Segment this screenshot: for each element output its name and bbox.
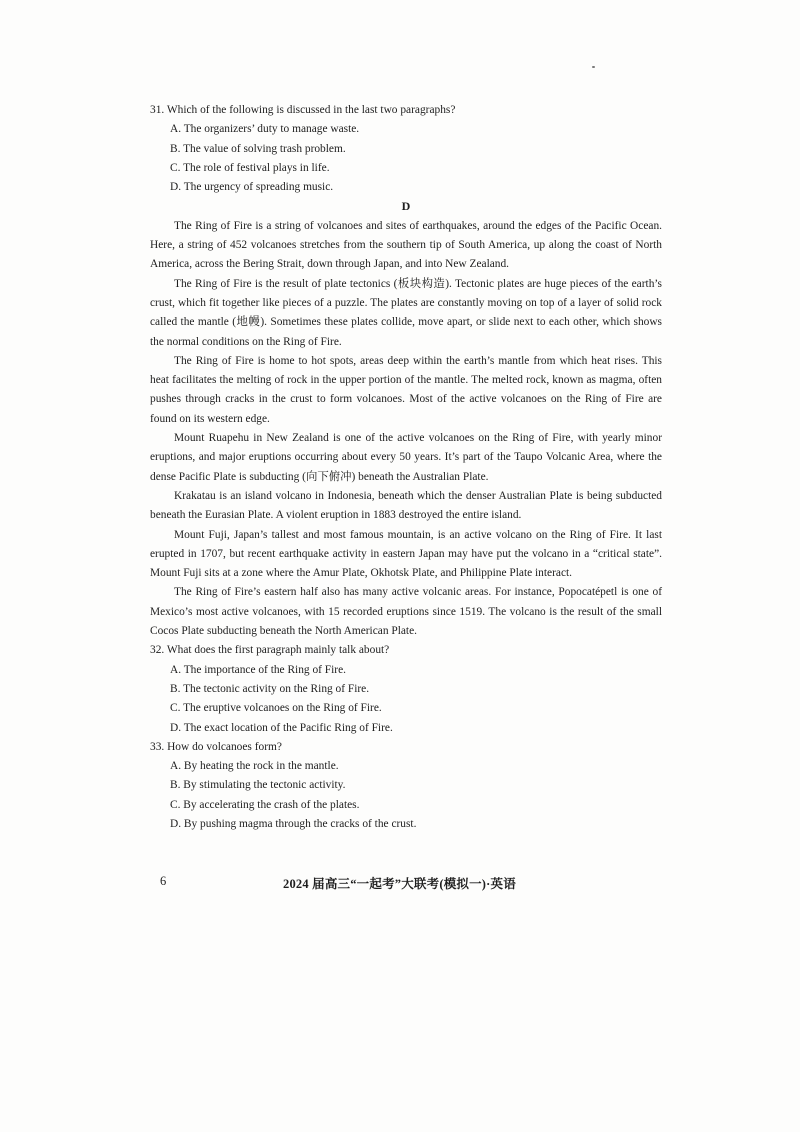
question-32-options: [150, 661, 662, 738]
question-33-option-c: C. By accelerating the crash of the plates.: [170, 798, 360, 811]
question-32-option-b: B. The tectonic activity on the Ring of Fire.: [170, 682, 370, 695]
page-footer: [150, 874, 662, 896]
question-32: [150, 641, 662, 737]
question-31: [150, 101, 662, 197]
question-31-stem: 31. Which of the following is discussed in the last two paragraphs?: [150, 104, 456, 116]
question-32-stem: 32. What does the first paragraph mainly talk about?: [150, 644, 390, 657]
question-31-option-a: A. The organizers’ duty to manage waste.: [170, 123, 360, 136]
passage-paragraph-1: The Ring of Fire is a string of volcanoes and sites of earthquakes, around the edges of the Pacific Ocean. Here, a string of 452 volcanoes stretches from the southern tip of South America, up along the coast of North America, across the Bering Strait, down through Japan, and into New Zealand.: [150, 219, 662, 271]
passage-paragraph-3: The Ring of Fire is home to hot spots, areas deep within the earth’s mantle from which heat rises. This heat facilitates the melting of rock in the upper portion of the mantle. The melted rock, known as magma, often pushes through cracks in the crust to form volcanoes. Most of the active volcanoes on the Ring of Fire are found on its western edge.: [150, 354, 662, 425]
passage-paragraph-6: Mount Fuji, Japan’s tallest and most famous mountain, is an active volcano on the Ring of Fire. It last erupted in 1707, but recent earthquake activity in eastern Japan may have put the volcano in a “critical state”. Mount Fuji sits at a zone where the Amur Plate, Okhotsk Plate, and Philippine Plate interact.: [150, 528, 662, 580]
question-33: [150, 738, 662, 834]
question-32-option-a: A. The importance of the Ring of Fire.: [170, 663, 346, 676]
question-31-option-b: B. The value of solving trash problem.: [170, 142, 346, 155]
question-33-option-d: D. By pushing magma through the cracks of the crust.: [170, 817, 417, 830]
question-33-options: [150, 757, 662, 834]
passage-paragraph-7: The Ring of Fire’s eastern half also has many active volcanic areas. For instance, Popocatépetl is one of Mexico’s most active volcanoes, with 15 recorded eruptions since 1519. The volcano is the result of the small Cocos Plate subducting beneath the North American Plate.: [150, 586, 662, 638]
page-content: [150, 101, 662, 834]
question-33-option-b: B. By stimulating the tectonic activity.: [170, 779, 346, 792]
exam-title: 2024 届高三“一起考”大联考(模拟一)·英语: [283, 877, 516, 891]
passage-paragraph-5: Krakatau is an island volcano in Indonesia, beneath which the denser Australian Plate is being subducted beneath the Eurasian Plate. A violent eruption in 1883 destroyed the entire island.: [150, 489, 662, 522]
question-31-options: [150, 120, 662, 197]
question-32-option-c: C. The eruptive volcanoes on the Ring of Fire.: [170, 702, 382, 715]
reading-passage: [150, 217, 662, 642]
section-title: D: [401, 199, 411, 214]
question-33-option-a: A. By heating the rock in the mantle.: [170, 760, 339, 773]
scan-speck: [592, 66, 595, 68]
question-31-option-c: C. The role of festival plays in life.: [170, 161, 330, 174]
question-33-stem: 33. How do volcanoes form?: [150, 740, 282, 753]
question-32-option-d: D. The exact location of the Pacific Ring of Fire.: [170, 721, 393, 734]
question-31-option-d: D. The urgency of spreading music.: [170, 181, 334, 194]
passage-paragraph-2: The Ring of Fire is the result of plate tectonics (板块构造). Tectonic plates are huge pieces of the earth’s crust, which fit together like pieces of a puzzle. The plates are constantly moving on top of a layer of solid rock called the mantle (地幔). Sometimes these plates collide, move apart, or slide next to each other, which shows the normal conditions on the Ring of Fire.: [150, 277, 662, 348]
passage-paragraph-4: Mount Ruapehu in New Zealand is one of the active volcanoes on the Ring of Fire, with yearly minor eruptions, and major eruptions occurring about every 50 years. It’s part of the Taupo Volcanic Area, where the dense Pacific Plate is subducting (向下俯冲) beneath the Australian Plate.: [150, 432, 662, 483]
page-number: 6: [160, 874, 167, 888]
